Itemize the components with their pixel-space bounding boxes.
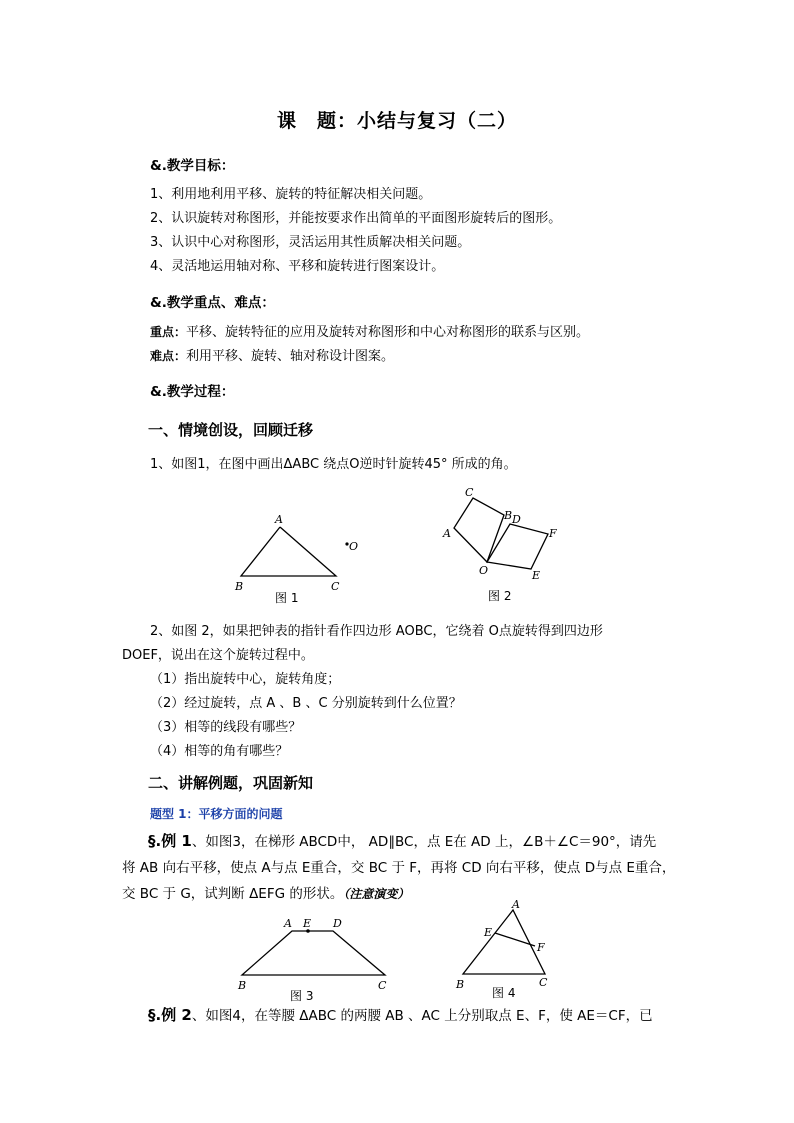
fig3-label-a: A <box>284 917 292 930</box>
fig2-label-d: D <box>512 513 521 526</box>
figure-3 <box>230 912 400 1006</box>
process-heading: &.教学过程： <box>150 384 235 400</box>
fig4-label-f: F <box>537 941 545 954</box>
fig2-caption: 图 2 <box>488 589 512 603</box>
sub-question: （4）相等的角有哪些？ <box>150 744 289 759</box>
fig2-label-f: F <box>549 527 557 540</box>
fig1-label-c: C <box>331 580 340 593</box>
triangle-abc <box>241 527 336 576</box>
fig1-label-b: B <box>235 580 244 593</box>
figure-4 <box>450 896 560 1002</box>
objective-item: 4、灵活地运用轴对称、平移和旋转进行图案设计。 <box>150 259 445 274</box>
fig2-label-e: E <box>532 569 541 582</box>
difficulty-text: 利用平移、旋转、轴对称设计图案。 <box>186 349 395 364</box>
fig2-label-o: O <box>479 564 489 577</box>
example-1-note: （注意演变） <box>343 887 410 901</box>
example-1-label: §.例 1 <box>148 832 192 850</box>
fig4-label-e: E <box>484 926 493 939</box>
page-title: 课 题：小结与复习（二） <box>276 110 517 132</box>
fig4-label-a: A <box>512 898 520 911</box>
fig1-label-o: O <box>349 540 359 553</box>
difficulty-line <box>150 345 394 364</box>
objective-item: 1、利用地利用平移、旋转的特征解决相关问题。 <box>150 187 432 202</box>
example-2-label: §.例 2 <box>148 1006 192 1024</box>
difficulty-label: 难点： <box>150 349 187 363</box>
fig3-caption: 图 3 <box>290 989 314 1003</box>
fig1-label-a: A <box>275 513 283 526</box>
figure-1 <box>228 508 368 608</box>
quadrilateral-doef <box>487 524 548 569</box>
fig2-label-b: B <box>504 509 513 522</box>
fig2-label-c: C <box>465 486 474 499</box>
fig1-caption: 图 1 <box>275 591 299 605</box>
fig3-label-b: B <box>238 979 247 992</box>
example-1-line2: 将 AB 向右平移，使点 A与点 E重合，交 BC 于 F，再将 CD 向右平移，使点 D与点 E重合， <box>122 860 676 876</box>
part2-heading: 二、讲解例题，巩固新知 <box>148 774 314 792</box>
question-2-line1: 2、如图 2，如果把钟表的指针看作四边形 AOBC，它绕着 O点旋转得到四边形 <box>150 624 603 639</box>
example-2-line1: §.例 2、如图4，在等腰 ΔABC 的两腰 AB 、AC 上分别取点 E、F，使 AE＝CF，已 <box>148 1006 653 1024</box>
question-2-line2: DOEF，说出在这个旋转过程中。 <box>122 648 314 663</box>
sub-question: （3）相等的线段有哪些？ <box>150 720 302 735</box>
keypoints-heading: &.教学重点、难点： <box>150 295 275 311</box>
focus-label: 重点： <box>150 325 187 339</box>
sub-question: （2）经过旋转，点 A 、B 、C 分别旋转到什么位置？ <box>150 696 462 711</box>
focus-line <box>150 321 589 340</box>
type-1-heading: 题型 1：平移方面的问题 <box>150 807 283 821</box>
figure-2 <box>435 484 575 608</box>
question-1: 1、如图1，在图中画出ΔABC 绕点O逆时针旋转45° 所成的角。 <box>150 457 517 472</box>
objectives-heading: &.教学目标： <box>150 158 235 174</box>
objective-item: 2、认识旋转对称图形，并能按要求作出简单的平面图形旋转后的图形。 <box>150 211 562 226</box>
focus-text: 平移、旋转特征的应用及旋转对称图形和中心对称图形的联系与区别。 <box>186 325 590 340</box>
fig4-label-c: C <box>539 976 548 989</box>
sub-question: （1）指出旋转中心，旋转角度； <box>150 672 341 687</box>
fig2-label-a: A <box>443 527 451 540</box>
fig3-label-e: E <box>303 917 312 930</box>
fig4-label-b: B <box>456 978 465 991</box>
segment-ef <box>495 933 535 946</box>
objective-item: 3、认识中心对称图形，灵活运用其性质解决相关问题。 <box>150 235 471 250</box>
quadrilateral-aobc <box>454 498 504 562</box>
part1-heading: 一、情境创设，回顾迁移 <box>148 421 314 439</box>
fig3-label-d: D <box>333 917 342 930</box>
example-1-line1: §.例 1、如图3，在梯形 ABCD中， AD∥BC，点 E在 AD 上，∠B＋∠C＝90°，请先 <box>148 832 657 850</box>
fig3-label-c: C <box>378 979 387 992</box>
trapezoid-abcd <box>242 931 385 975</box>
example-1-line3: 交 BC 于 G，试判断 ΔEFG 的形状。（注意演变） <box>122 886 410 902</box>
fig4-caption: 图 4 <box>492 986 516 1000</box>
triangle-abc-isosceles <box>463 910 545 974</box>
